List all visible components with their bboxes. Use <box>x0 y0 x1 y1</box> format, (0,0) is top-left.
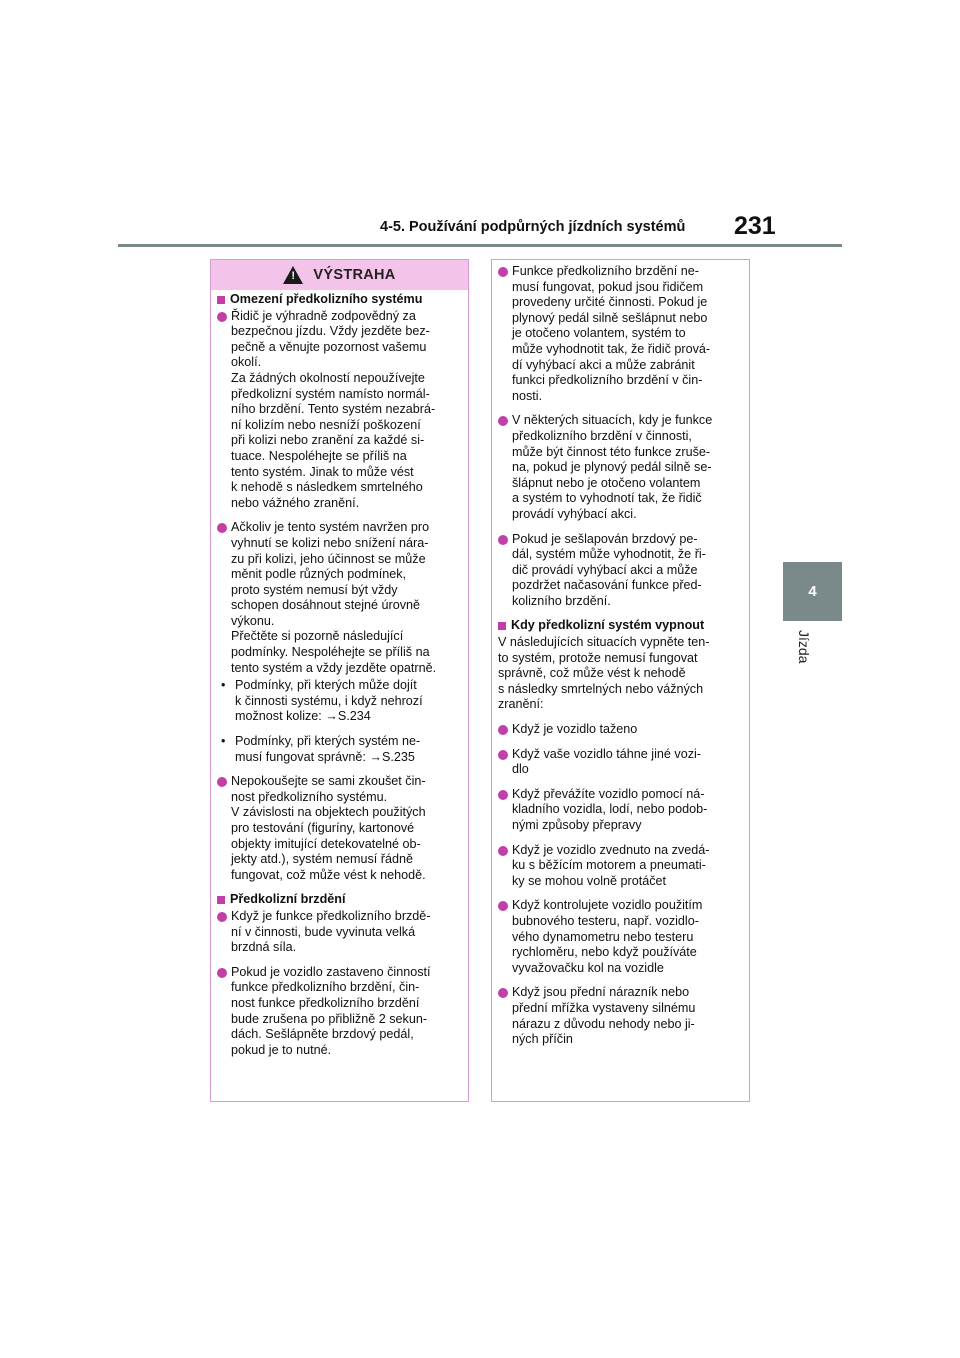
square-bullet-icon <box>498 622 506 630</box>
warning-box-right <box>491 259 750 1102</box>
bullet-item: Funkce předkolizního brzdění ne- musí fungovat, pokud jsou řidičem provedeny určité činnosti. Pokud je plynový pedál silně sešlápnut nebo je otočeno volantem, systém to může vyhodnotit tak, že řidič prová- dí vyhýbací akci a může zabránit funkci předkolizního brzdění v čin- nosti. <box>498 264 739 404</box>
warning-content-left <box>211 290 468 1058</box>
bullet-item: Když kontrolujete vozidlo použitím bubnového testeru, např. vozidlo- vého dynamometru nebo testeru rychloměru, nebo když používáte vyvažovačku kol na vozidle <box>498 898 739 976</box>
circle-bullet-icon <box>498 901 508 911</box>
bullet-item: Když je vozidlo taženo <box>498 722 739 738</box>
bullet-item: Pokud je sešlapován brzdový pe- dál, systém může vyhodnotit, že ři- dič provádí vyhýbací akci a může pozdržet načasování funkce před- kolizního brzdění. <box>498 532 739 610</box>
chapter-tab-label: Jízda <box>796 630 812 664</box>
circle-bullet-icon <box>217 968 227 978</box>
square-bullet-icon <box>217 896 225 904</box>
section-heading: Omezení předkolizního systému <box>217 292 458 308</box>
bullet-item: Ačkoliv je tento systém navržen pro vyhnutí se kolizi nebo snížení nára- zu při kolizi, jeho účinnost se může měnit podle různých podmínek, proto systém nemusí být vždy schopen dosáhnout stejné úrovně výkonu. Přečtěte si pozorně následující podmínky. Nespoléhejte se příliš na tento systém a vždy jezděte opatrně. <box>217 520 458 676</box>
circle-bullet-icon <box>498 267 508 277</box>
section-heading: Kdy předkolizní systém vypnout <box>498 618 739 634</box>
circle-bullet-icon <box>498 846 508 856</box>
chapter-tab: 4 <box>783 562 842 621</box>
circle-bullet-icon <box>217 312 227 322</box>
circle-bullet-icon <box>217 912 227 922</box>
warning-triangle-icon: ! <box>283 266 303 284</box>
circle-bullet-icon <box>217 523 227 533</box>
chapter-title: 4-5. Používání podpůrných jízdních systémů <box>380 219 686 235</box>
bullet-item: Když vaše vozidlo táhne jiné vozi- dlo <box>498 747 739 778</box>
bullet-item: Když je funkce předkolizního brzdě- ní v činnosti, bude vyvinuta velká brzdná síla. <box>217 909 458 956</box>
bullet-item: Když jsou přední nárazník nebo přední mřížka vystaveny silnému nárazu z důvodu nehody nebo ji- ných příčin <box>498 985 739 1047</box>
warning-box-left <box>210 259 469 1102</box>
bullet-item: Řidič je výhradně zodpovědný za bezpečnou jízdu. Vždy jezděte bez- pečně a věnujte pozornost vašemu okolí. Za žádných okolností nepoužívejte předkolizní systém namísto normál- ního brzdění. Tento systém nezabrá- ní kolizím nebo nesníží poškození při kolizi nebo zranění za každé si- tuace. Nespoléhejte se příliš na tento systém. Jinak to může vést k nehodě s následkem smrtelného nebo vážného zranění. <box>217 309 458 512</box>
sub-bullet-item: • Podmínky, při kterých může dojít k činnosti systému, i když nehrozí možnost kolize: →S.234 <box>221 678 423 724</box>
circle-bullet-icon <box>498 750 508 760</box>
bullet-item: Pokud je vozidlo zastaveno činností funkce předkolizního brzdění, čin- nost funkce předkolizního brzdění bude zrušena po přibližně 2 sekun- dách. Sešlápněte brzdový pedál, pokud je to nutné. <box>217 965 458 1059</box>
bullet-item: Když je vozidlo zvednuto na zvedá- ku s běžícím motorem a pneumati- ky se mohou volně protáčet <box>498 843 739 890</box>
warning-header <box>211 260 468 290</box>
circle-bullet-icon <box>498 790 508 800</box>
bullet-item: Když převážíte vozidlo pomocí ná- kladního vozidla, lodí, nebo podob- nými způsoby přepravy <box>498 787 739 834</box>
bullet-item: Nepokoušejte se sami zkoušet čin- nost předkolizního systému. V závislosti na objektech použitých pro testování (figuríny, kartonové objekty imitující detekovatelné ob- jekty atd.), systém nemusí řádně fungovat, což může vést k nehodě. <box>217 774 458 883</box>
warning-content-right <box>492 260 749 1048</box>
warning-title: VÝSTRAHA <box>313 267 396 283</box>
square-bullet-icon <box>217 296 225 304</box>
intro-paragraph: V následujících situacích vypněte ten- to systém, protože nemusí fungovat správně, což může vést k nehodě s následky smrtelných nebo vážných zranění: <box>498 635 710 712</box>
header-divider <box>118 244 842 247</box>
bullet-item: V některých situacích, kdy je funkce předkolizního brzdění v činnosti, může být činnost této funkce zruše- na, pokud je plynový pedál silně se- šlápnut nebo je otočeno volantem a systém to vyhodnotí tak, že řidič provádí vyhýbací akci. <box>498 413 739 522</box>
circle-bullet-icon <box>498 988 508 998</box>
circle-bullet-icon <box>498 725 508 735</box>
circle-bullet-icon <box>498 416 508 426</box>
section-heading: Předkolizní brzdění <box>217 892 458 908</box>
sub-bullet-item: • Podmínky, při kterých systém ne- musí fungovat správně: →S.235 <box>221 734 421 764</box>
circle-bullet-icon <box>498 535 508 545</box>
page-number: 231 <box>734 212 776 240</box>
circle-bullet-icon <box>217 777 227 787</box>
